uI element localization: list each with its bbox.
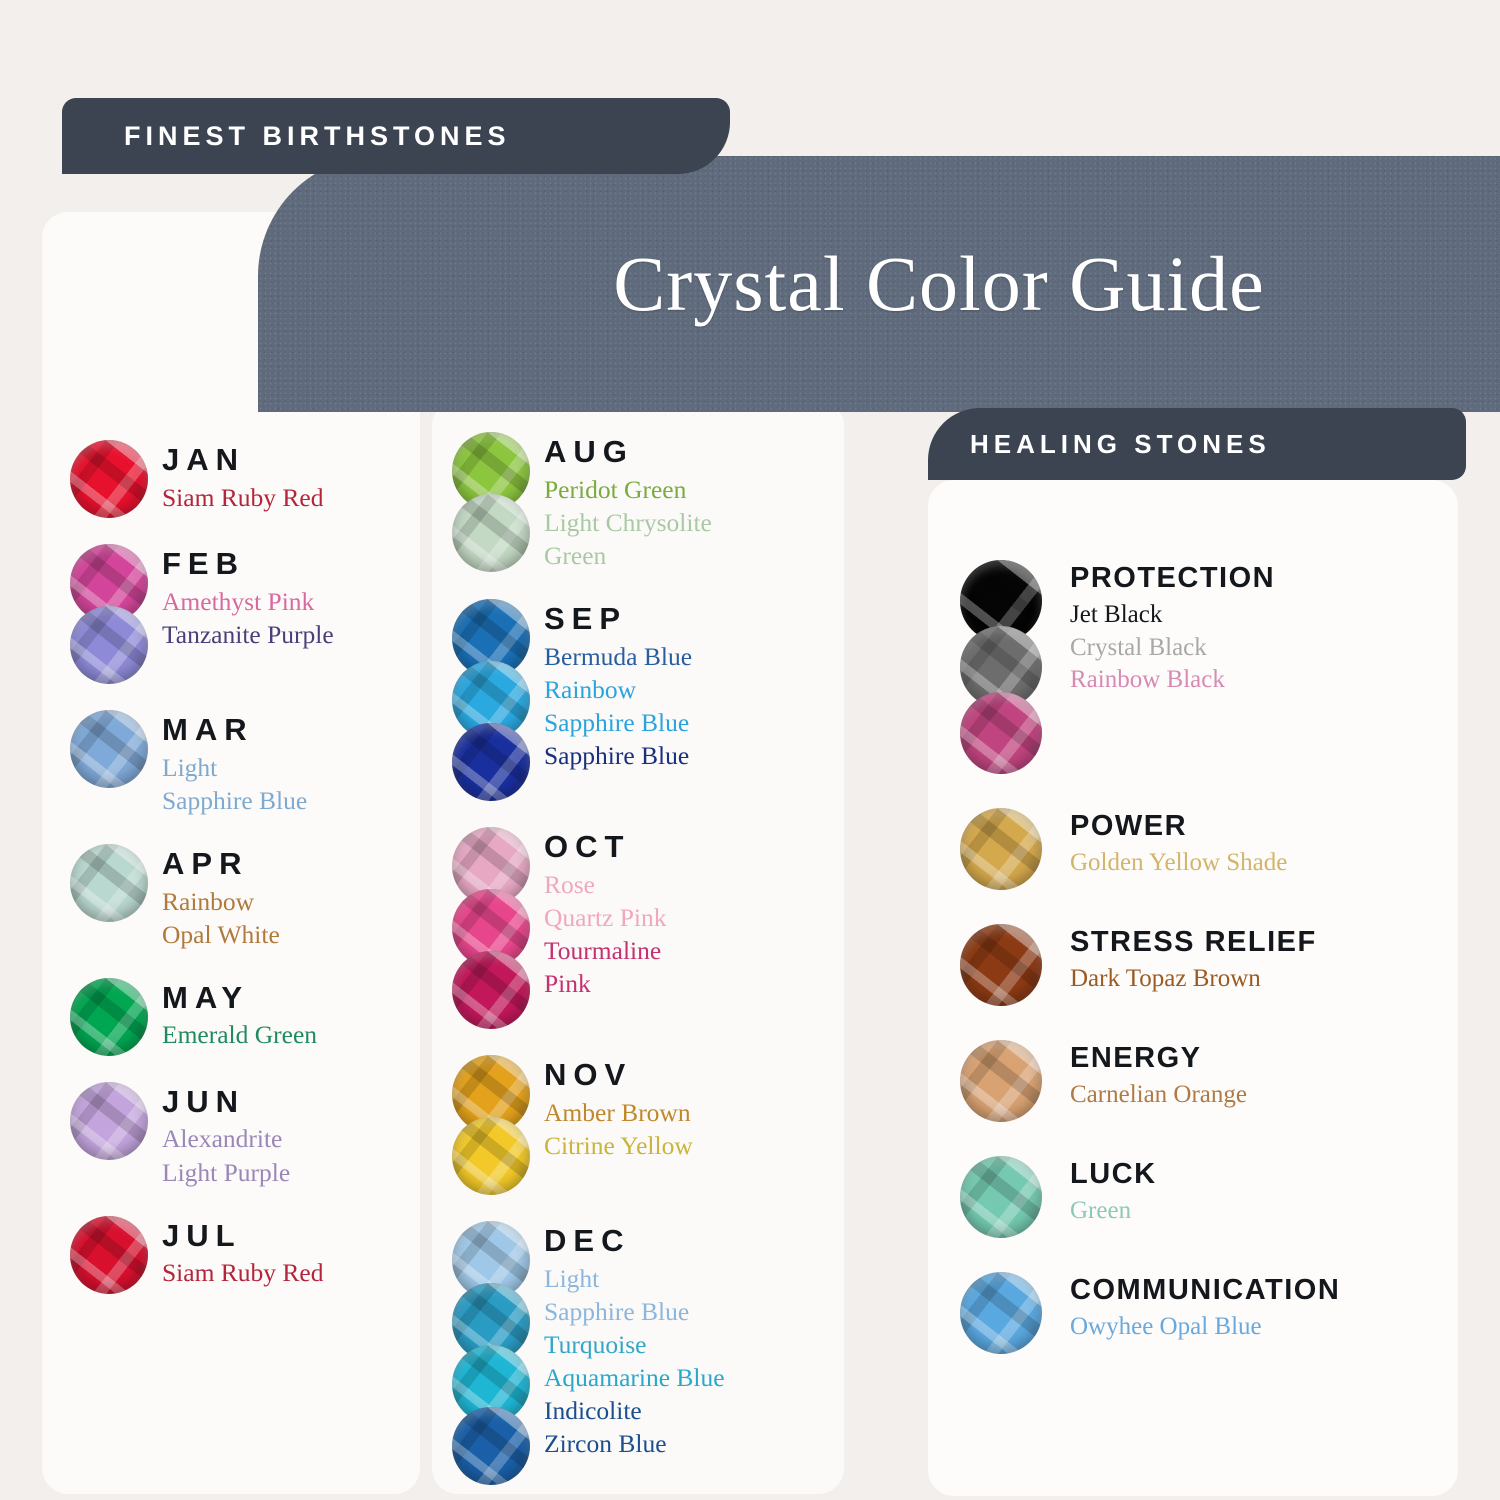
entry-subtitle: Amethyst Pink xyxy=(162,586,315,616)
entry-text xyxy=(1070,1156,1440,1228)
entry-subtitle: Jet Black xyxy=(1070,601,1163,629)
list-item xyxy=(70,710,420,818)
gem-icon xyxy=(70,440,148,518)
entry-subtitle: Turquoise xyxy=(544,1329,647,1359)
entry-subtitle: Light xyxy=(544,1263,600,1293)
entry-subtitle: Sapphire Blue xyxy=(162,785,308,815)
list-item xyxy=(452,827,842,1029)
ribbon-healing-stones xyxy=(928,408,1466,480)
entry-text xyxy=(1070,808,1440,880)
list-item xyxy=(960,1040,1440,1122)
entry-subtitle: Light xyxy=(162,752,218,782)
gem-stack xyxy=(70,1082,162,1160)
entry-subtitle: Sapphire Blue xyxy=(544,741,690,771)
gem-icon xyxy=(960,924,1042,1006)
entry-title: FEB xyxy=(162,546,245,581)
ribbon-right-label: HEALING STONES xyxy=(970,428,1271,459)
entry-text xyxy=(162,1082,420,1190)
entry-title: JUN xyxy=(162,1083,246,1119)
entry-text xyxy=(544,599,842,773)
entry-subtitle: Owyhee Opal Blue xyxy=(1070,1313,1262,1341)
entry-subtitle: Carnelian Orange xyxy=(1070,1081,1248,1109)
entry-subtitle: Opal White xyxy=(162,919,280,949)
entry-text xyxy=(544,1221,842,1461)
list-item xyxy=(70,544,420,684)
entry-subtitle: Rainbow Black xyxy=(1070,666,1225,694)
entry-subtitle: Sapphire Blue xyxy=(544,707,690,737)
entry-subtitle: Sapphire Blue xyxy=(544,1296,690,1326)
list-item xyxy=(452,1221,842,1485)
entry-title: COMMUNICATION xyxy=(1070,1274,1341,1306)
entry-subtitle: Rainbow xyxy=(162,886,255,916)
entry-subtitle: Indicolite xyxy=(544,1396,642,1426)
list-item xyxy=(960,924,1440,1006)
entry-text xyxy=(1070,1272,1440,1344)
gem-icon xyxy=(70,1216,148,1294)
gem-stack xyxy=(960,1272,1070,1354)
list-item xyxy=(960,1156,1440,1238)
gem-stack xyxy=(960,1156,1070,1238)
list-item xyxy=(452,432,842,573)
entry-subtitle: Siam Ruby Red xyxy=(162,1258,324,1288)
entry-subtitle: Tanzanite Purple xyxy=(162,619,334,649)
entry-title: JUL xyxy=(162,1217,242,1253)
entry-title: ENERGY xyxy=(1070,1042,1202,1074)
entry-subtitle: Light Purple xyxy=(162,1157,291,1187)
entry-subtitle: Green xyxy=(544,540,607,570)
entry-title: DEC xyxy=(544,1223,631,1259)
entry-text xyxy=(162,710,420,818)
entry-subtitle: Citrine Yellow xyxy=(544,1130,693,1160)
entry-text xyxy=(544,1055,842,1163)
entry-subtitle: Light Chrysolite xyxy=(544,507,712,537)
entry-text xyxy=(544,827,842,1001)
entry-subtitle: Zircon Blue xyxy=(544,1429,667,1459)
gem-icon xyxy=(70,606,148,684)
entry-subtitle: Pink xyxy=(544,969,591,999)
entry-subtitle: Rainbow xyxy=(544,674,637,704)
entry-title: MAY xyxy=(162,979,250,1015)
list-item xyxy=(960,808,1440,890)
entry-text xyxy=(544,432,842,573)
entry-title: PROTECTION xyxy=(1070,562,1276,594)
gem-stack xyxy=(70,440,162,518)
gem-icon xyxy=(960,1156,1042,1238)
entry-text xyxy=(1070,924,1440,996)
entry-title: MAR xyxy=(162,712,254,747)
list-item xyxy=(452,1055,842,1195)
gem-stack xyxy=(960,808,1070,890)
entry-text xyxy=(162,844,420,952)
gem-stack xyxy=(70,1216,162,1294)
gem-icon xyxy=(960,692,1042,774)
entry-title: SEP xyxy=(544,601,628,637)
gem-stack xyxy=(70,844,162,922)
gem-stack xyxy=(452,827,544,1029)
entry-subtitle: Siam Ruby Red xyxy=(162,482,324,512)
entry-subtitle: Tourmaline xyxy=(544,935,662,965)
gem-icon xyxy=(960,1040,1042,1122)
gem-stack xyxy=(452,1055,544,1195)
entry-text xyxy=(1070,560,1440,697)
gem-icon xyxy=(960,808,1042,890)
entry-text xyxy=(1070,1040,1440,1112)
birthstone-list-aug-dec xyxy=(452,432,842,1500)
entry-text xyxy=(162,544,420,652)
list-item xyxy=(70,844,420,952)
list-item xyxy=(70,1082,420,1190)
gem-stack xyxy=(960,924,1070,1006)
gem-stack xyxy=(70,544,162,684)
gem-icon xyxy=(70,1082,148,1160)
healing-stone-list xyxy=(960,560,1440,1388)
gem-stack xyxy=(452,432,544,572)
gem-icon xyxy=(452,1117,530,1195)
entry-subtitle: Green xyxy=(1070,1197,1132,1225)
entry-subtitle: Golden Yellow Shade xyxy=(1070,849,1288,877)
entry-title: OCT xyxy=(544,829,631,865)
ribbon-finest-birthstones xyxy=(62,98,730,174)
gem-stack xyxy=(70,978,162,1056)
entry-title: POWER xyxy=(1070,810,1188,842)
gem-stack xyxy=(70,710,162,788)
entry-subtitle: Emerald Green xyxy=(162,1020,318,1050)
entry-subtitle: Quartz Pink xyxy=(544,902,667,932)
entry-text xyxy=(162,1216,420,1291)
entry-title: STRESS RELIEF xyxy=(1070,926,1317,958)
gem-icon xyxy=(70,710,148,788)
gem-icon xyxy=(452,723,530,801)
entry-subtitle: Alexandrite xyxy=(162,1124,283,1154)
entry-subtitle: Dark Topaz Brown xyxy=(1070,965,1261,993)
entry-title: AUG xyxy=(544,434,634,469)
entry-subtitle: Aquamarine Blue xyxy=(544,1363,725,1393)
entry-title: LUCK xyxy=(1070,1158,1157,1190)
gem-icon xyxy=(452,1407,530,1485)
list-item xyxy=(960,1272,1440,1354)
entry-subtitle: Bermuda Blue xyxy=(544,641,693,671)
entry-title: NOV xyxy=(544,1057,633,1093)
entry-subtitle: Amber Brown xyxy=(544,1097,691,1127)
gem-icon xyxy=(960,1272,1042,1354)
list-item xyxy=(70,440,420,518)
list-item xyxy=(960,560,1440,774)
gem-stack xyxy=(960,1040,1070,1122)
entry-subtitle: Peridot Green xyxy=(544,474,687,504)
entry-text xyxy=(162,978,420,1053)
ribbon-left-label: FINEST BIRTHSTONES xyxy=(124,120,511,151)
list-item xyxy=(70,978,420,1056)
entry-title: JAN xyxy=(162,442,246,477)
gem-stack xyxy=(452,599,544,801)
entry-subtitle: Crystal Black xyxy=(1070,633,1207,661)
entry-subtitle: Rose xyxy=(544,869,595,899)
gem-icon xyxy=(70,844,148,922)
gem-icon xyxy=(452,951,530,1029)
gem-icon xyxy=(70,978,148,1056)
entry-title: APR xyxy=(162,845,249,881)
entry-text xyxy=(162,440,420,515)
birthstone-list-jan-jul xyxy=(70,440,420,1320)
list-item xyxy=(452,599,842,801)
gem-icon xyxy=(452,494,530,572)
page-title: Crystal Color Guide xyxy=(613,240,1265,327)
gem-stack xyxy=(960,560,1070,774)
list-item xyxy=(70,1216,420,1294)
gem-stack xyxy=(452,1221,544,1485)
